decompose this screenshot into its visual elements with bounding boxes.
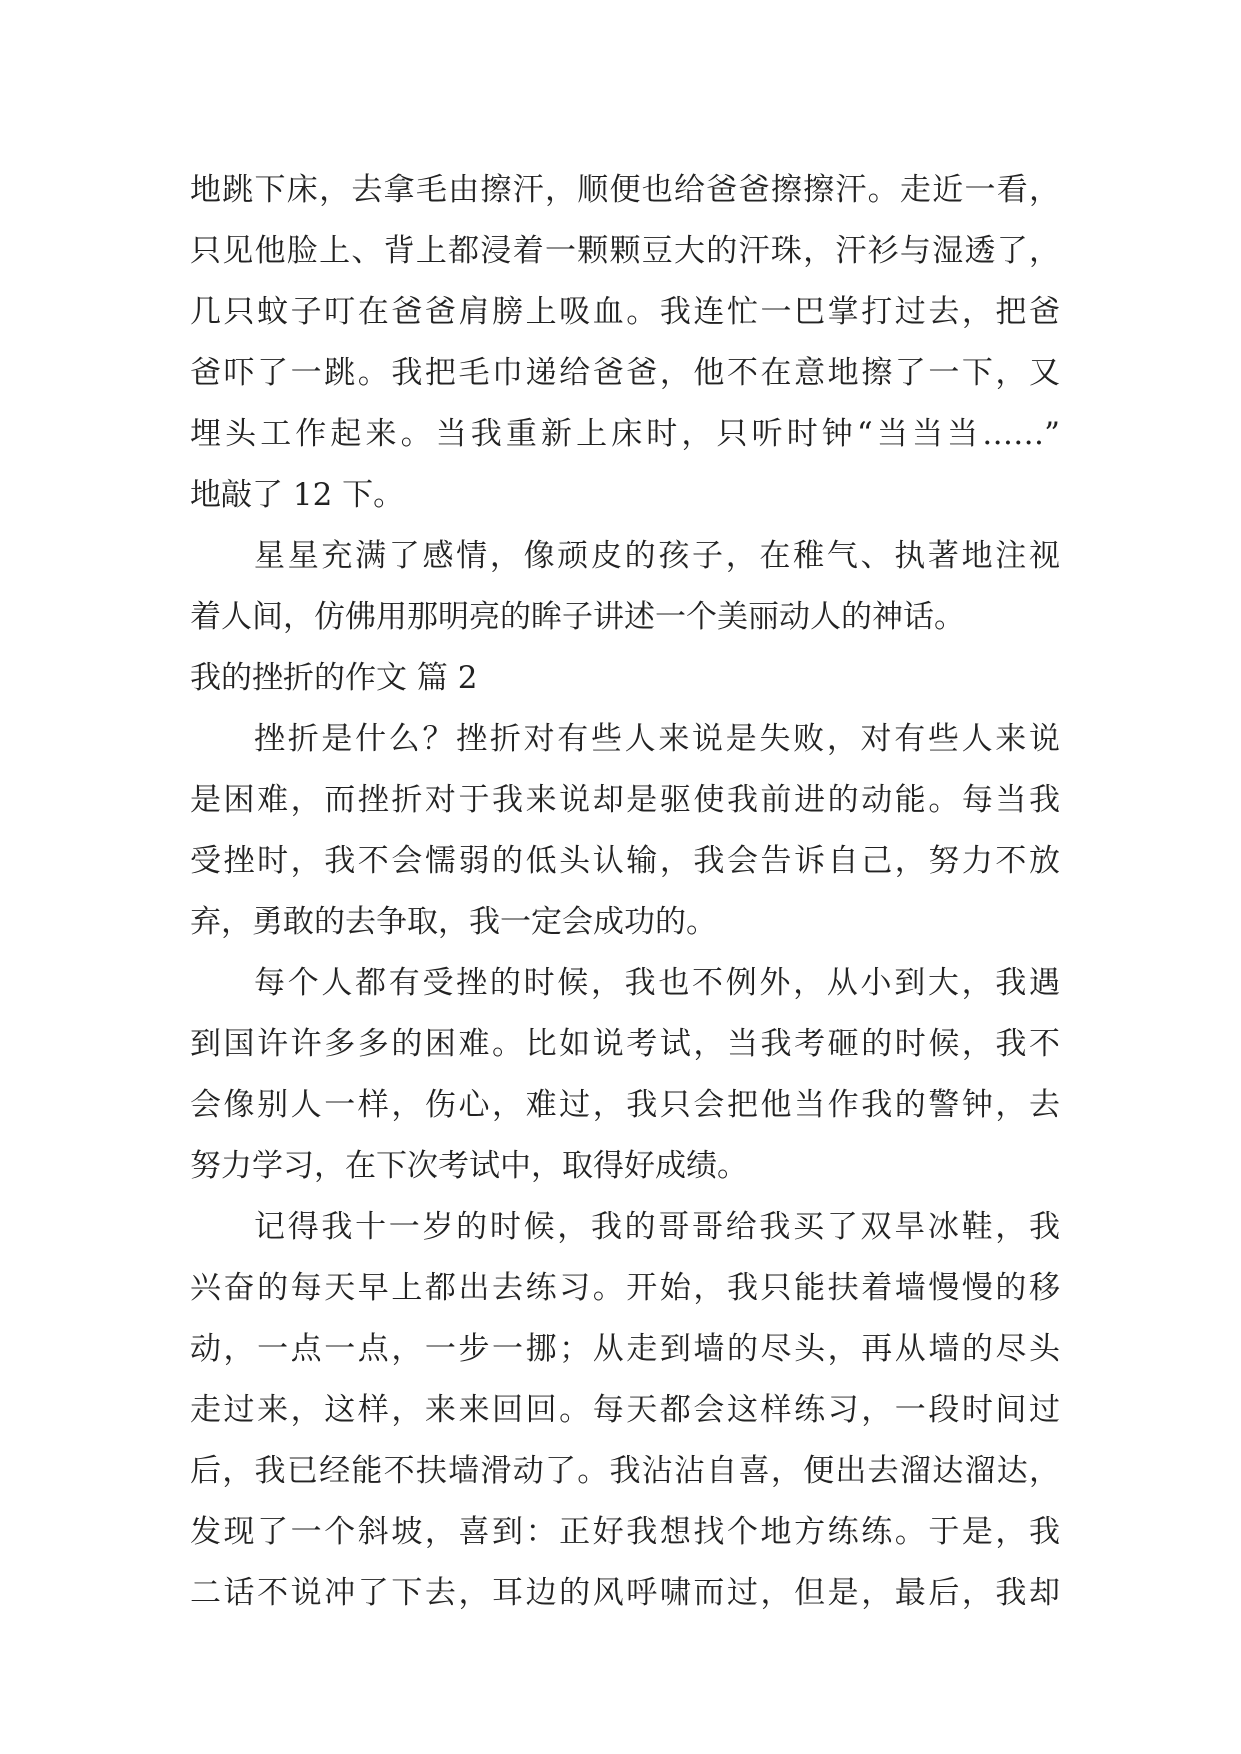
text-line: 二话不说冲了下去，耳边的风呼啸而过，但是，最后，我却 [190,1575,1060,1611]
document-body [190,160,1060,1624]
text-line: 后，我已经能不扶墙滑动了。我沾沾自喜，便出去溜达溜达， [190,1453,1060,1489]
text-line: 每个人都有受挫的时候，我也不例外，从小到大，我遇 [254,965,1060,1001]
text-line: 埋头工作起来。当我重新上床时，只听时钟“当当当……” [190,416,1060,452]
text-line: 着人间，仿佛用那明亮的眸子讲述一个美丽动人的神话。 [190,599,965,635]
text-line: 走过来，这样，来来回回。每天都会这样练习，一段时间过 [190,1392,1060,1428]
text-line: 地敲了 12 下。 [190,477,405,513]
text-line: 地跳下床，去拿毛由擦汗，顺便也给爸爸擦擦汗。走近一看， [190,172,1060,208]
text-line: 记得我十一岁的时候，我的哥哥给我买了双旱冰鞋，我 [254,1209,1060,1245]
text-line: 兴奋的每天早上都出去练习。开始，我只能扶着墙慢慢的移 [190,1270,1060,1306]
text-line: 只见他脸上、背上都浸着一颗颗豆大的汗珠，汗衫与湿透了， [190,233,1060,269]
text-line: 到国许许多多的困难。比如说考试，当我考砸的时候，我不 [190,1026,1060,1062]
text-line: 几只蚊子叮在爸爸肩膀上吸血。我连忙一巴掌打过去，把爸 [190,294,1060,330]
text-line: 爸吓了一跳。我把毛巾递给爸爸，他不在意地擦了一下，又 [190,355,1060,391]
text-line: 受挫时，我不会懦弱的低头认输，我会告诉自己，努力不放 [190,843,1060,879]
section-heading: 我的挫折的作文 篇 2 [190,660,478,696]
text-line: 会像别人一样，伤心，难过，我只会把他当作我的警钟，去 [190,1087,1060,1123]
text-line: 动，一点一点，一步一挪；从走到墙的尽头，再从墙的尽头 [190,1331,1060,1367]
text-line: 是困难，而挫折对于我来说却是驱使我前进的动能。每当我 [190,782,1060,818]
text-line: 挫折是什么？挫折对有些人来说是失败，对有些人来说 [254,721,1060,757]
text-line: 星星充满了感情，像顽皮的孩子，在稚气、执著地注视 [254,538,1060,574]
text-line: 发现了一个斜坡，喜到：正好我想找个地方练练。于是，我 [190,1514,1060,1550]
text-line: 弃，勇敢的去争取，我一定会成功的。 [190,904,717,940]
text-line: 努力学习，在下次考试中，取得好成绩。 [190,1148,748,1184]
